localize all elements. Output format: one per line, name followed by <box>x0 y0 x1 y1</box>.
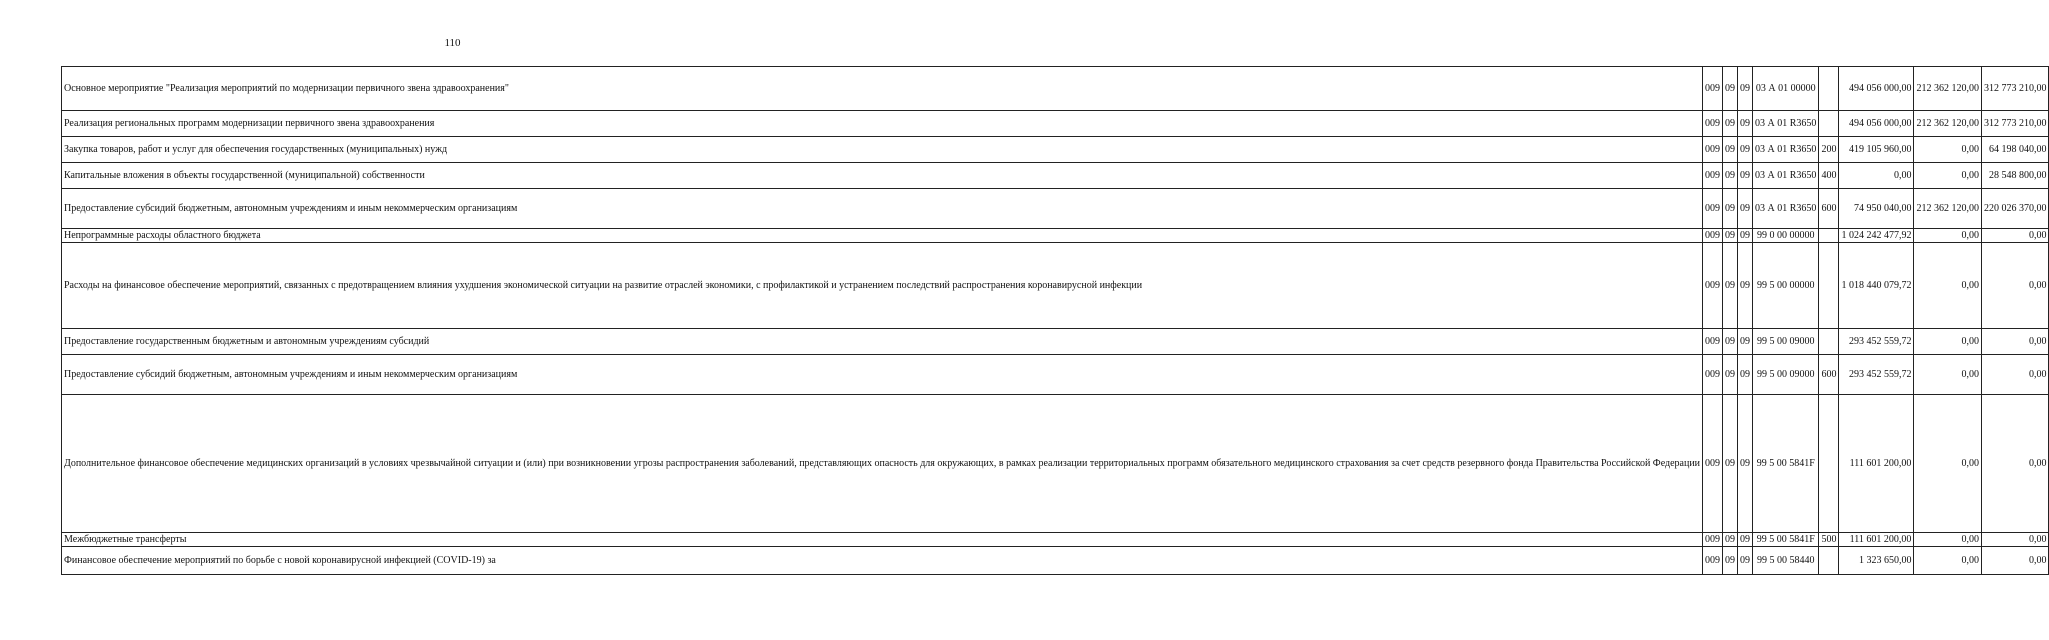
amount-year-1: 494 056 000,00 <box>1839 111 1914 137</box>
amount-year-3: 64 198 040,00 <box>1981 137 2049 163</box>
expense-type: 600 <box>1819 189 1839 229</box>
ministry-code: 009 <box>1703 229 1723 243</box>
amount-year-3: 220 026 370,00 <box>1981 189 2049 229</box>
target-article: 99 0 00 00000 <box>1753 229 1819 243</box>
amount-year-3: 0,00 <box>1981 533 2049 547</box>
expense-type: 400 <box>1819 163 1839 189</box>
amount-year-2: 0,00 <box>1914 547 1982 575</box>
table-row <box>62 329 2049 355</box>
subsection-code: 09 <box>1738 67 1753 111</box>
table-row <box>62 137 2049 163</box>
amount-year-2: 0,00 <box>1914 355 1982 395</box>
ministry-code: 009 <box>1703 163 1723 189</box>
row-name: Закупка товаров, работ и услуг для обеспечения государственных (муниципальных) нужд <box>62 137 1703 163</box>
row-name: Капитальные вложения в объекты государственной (муниципальной) собственности <box>62 163 1703 189</box>
subsection-code: 09 <box>1738 533 1753 547</box>
section-code: 09 <box>1723 163 1738 189</box>
row-name: Межбюджетные трансферты <box>62 533 1703 547</box>
amount-year-2: 0,00 <box>1914 137 1982 163</box>
amount-year-2: 212 362 120,00 <box>1914 189 1982 229</box>
section-code: 09 <box>1723 355 1738 395</box>
table-row <box>62 355 2049 395</box>
section-code: 09 <box>1723 547 1738 575</box>
ministry-code: 009 <box>1703 329 1723 355</box>
amount-year-2: 0,00 <box>1914 533 1982 547</box>
target-article: 99 5 00 5841F <box>1753 395 1819 533</box>
ministry-code: 009 <box>1703 67 1723 111</box>
ministry-code: 009 <box>1703 189 1723 229</box>
row-name: Предоставление субсидий бюджетным, автономным учреждениям и иным некоммерческим организациям <box>62 189 1703 229</box>
amount-year-3: 28 548 800,00 <box>1981 163 2049 189</box>
target-article: 99 5 00 00000 <box>1753 243 1819 329</box>
target-article: 03 А 01 R3650 <box>1753 137 1819 163</box>
amount-year-1: 111 601 200,00 <box>1839 395 1914 533</box>
ministry-code: 009 <box>1703 395 1723 533</box>
row-name: Дополнительное финансовое обеспечение медицинских организаций в условиях чрезвычайной ситуации и (или) при возникновении угрозы распространения заболеваний, представляющих опасность для окружающих, в рамках реализации территориальных программ обязательного медицинского страхования за счет средств резервного фонда Правительства Российской Федерации <box>62 395 1703 533</box>
row-name: Расходы на финансовое обеспечение мероприятий, связанных с предотвращением влияния ухудшения экономической ситуации на развитие отраслей экономики, с профилактикой и устранением последствий распространения коронавирусной инфекции <box>62 243 1703 329</box>
amount-year-3: 312 773 210,00 <box>1981 67 2049 111</box>
expense-type <box>1819 547 1839 575</box>
amount-year-1: 74 950 040,00 <box>1839 189 1914 229</box>
amount-year-3: 0,00 <box>1981 547 2049 575</box>
page-number: 110 <box>444 37 461 49</box>
table-row <box>62 547 2049 575</box>
table-row <box>62 163 2049 189</box>
ministry-code: 009 <box>1703 533 1723 547</box>
section-code: 09 <box>1723 243 1738 329</box>
target-article: 99 5 00 58440 <box>1753 547 1819 575</box>
amount-year-2: 0,00 <box>1914 163 1982 189</box>
amount-year-1: 494 056 000,00 <box>1839 67 1914 111</box>
target-article: 03 А 01 R3650 <box>1753 189 1819 229</box>
ministry-code: 009 <box>1703 355 1723 395</box>
section-code: 09 <box>1723 533 1738 547</box>
row-name: Предоставление государственным бюджетным и автономным учреждениям субсидий <box>62 329 1703 355</box>
amount-year-1: 0,00 <box>1839 163 1914 189</box>
expense-type: 500 <box>1819 533 1839 547</box>
subsection-code: 09 <box>1738 229 1753 243</box>
expense-type <box>1819 243 1839 329</box>
amount-year-3: 0,00 <box>1981 395 2049 533</box>
amount-year-3: 0,00 <box>1981 229 2049 243</box>
subsection-code: 09 <box>1738 189 1753 229</box>
amount-year-2: 212 362 120,00 <box>1914 111 1982 137</box>
amount-year-2: 0,00 <box>1914 243 1982 329</box>
table-row <box>62 111 2049 137</box>
target-article: 03 А 01 R3650 <box>1753 111 1819 137</box>
target-article: 99 5 00 09000 <box>1753 355 1819 395</box>
budget-table-body <box>62 67 2049 575</box>
section-code: 09 <box>1723 67 1738 111</box>
amount-year-2: 0,00 <box>1914 229 1982 243</box>
table-row <box>62 243 2049 329</box>
expense-type <box>1819 111 1839 137</box>
amount-year-1: 293 452 559,72 <box>1839 355 1914 395</box>
table-row <box>62 533 2049 547</box>
subsection-code: 09 <box>1738 329 1753 355</box>
ministry-code: 009 <box>1703 547 1723 575</box>
subsection-code: 09 <box>1738 395 1753 533</box>
amount-year-1: 1 024 242 477,92 <box>1839 229 1914 243</box>
expense-type: 200 <box>1819 137 1839 163</box>
amount-year-3: 0,00 <box>1981 329 2049 355</box>
table-row <box>62 189 2049 229</box>
row-name: Непрограммные расходы областного бюджета <box>62 229 1703 243</box>
table-row <box>62 229 2049 243</box>
expense-type <box>1819 229 1839 243</box>
subsection-code: 09 <box>1738 111 1753 137</box>
target-article: 03 А 01 R3650 <box>1753 163 1819 189</box>
target-article: 03 А 01 00000 <box>1753 67 1819 111</box>
amount-year-1: 293 452 559,72 <box>1839 329 1914 355</box>
amount-year-2: 0,00 <box>1914 395 1982 533</box>
amount-year-2: 212 362 120,00 <box>1914 67 1982 111</box>
section-code: 09 <box>1723 189 1738 229</box>
row-name: Финансовое обеспечение мероприятий по борьбе с новой коронавирусной инфекцией (COVID-19) за <box>62 547 1703 575</box>
section-code: 09 <box>1723 395 1738 533</box>
amount-year-3: 312 773 210,00 <box>1981 111 2049 137</box>
subsection-code: 09 <box>1738 137 1753 163</box>
expense-type <box>1819 67 1839 111</box>
amount-year-3: 0,00 <box>1981 243 2049 329</box>
ministry-code: 009 <box>1703 111 1723 137</box>
row-name: Реализация региональных программ модернизации первичного звена здравоохранения <box>62 111 1703 137</box>
amount-year-1: 1 323 650,00 <box>1839 547 1914 575</box>
target-article: 99 5 00 5841F <box>1753 533 1819 547</box>
section-code: 09 <box>1723 329 1738 355</box>
row-name: Основное мероприятие "Реализация мероприятий по модернизации первичного звена здравоохранения" <box>62 67 1703 111</box>
ministry-code: 009 <box>1703 243 1723 329</box>
section-code: 09 <box>1723 229 1738 243</box>
target-article: 99 5 00 09000 <box>1753 329 1819 355</box>
table-row <box>62 395 2049 533</box>
table-row <box>62 67 2049 111</box>
row-name: Предоставление субсидий бюджетным, автономным учреждениям и иным некоммерческим организациям <box>62 355 1703 395</box>
ministry-code: 009 <box>1703 137 1723 163</box>
section-code: 09 <box>1723 111 1738 137</box>
subsection-code: 09 <box>1738 547 1753 575</box>
amount-year-1: 1 018 440 079,72 <box>1839 243 1914 329</box>
amount-year-2: 0,00 <box>1914 329 1982 355</box>
amount-year-1: 111 601 200,00 <box>1839 533 1914 547</box>
amount-year-1: 419 105 960,00 <box>1839 137 1914 163</box>
expense-type <box>1819 395 1839 533</box>
subsection-code: 09 <box>1738 163 1753 189</box>
subsection-code: 09 <box>1738 355 1753 395</box>
amount-year-3: 0,00 <box>1981 355 2049 395</box>
section-code: 09 <box>1723 137 1738 163</box>
expense-type <box>1819 329 1839 355</box>
subsection-code: 09 <box>1738 243 1753 329</box>
budget-table <box>61 66 2049 575</box>
expense-type: 600 <box>1819 355 1839 395</box>
